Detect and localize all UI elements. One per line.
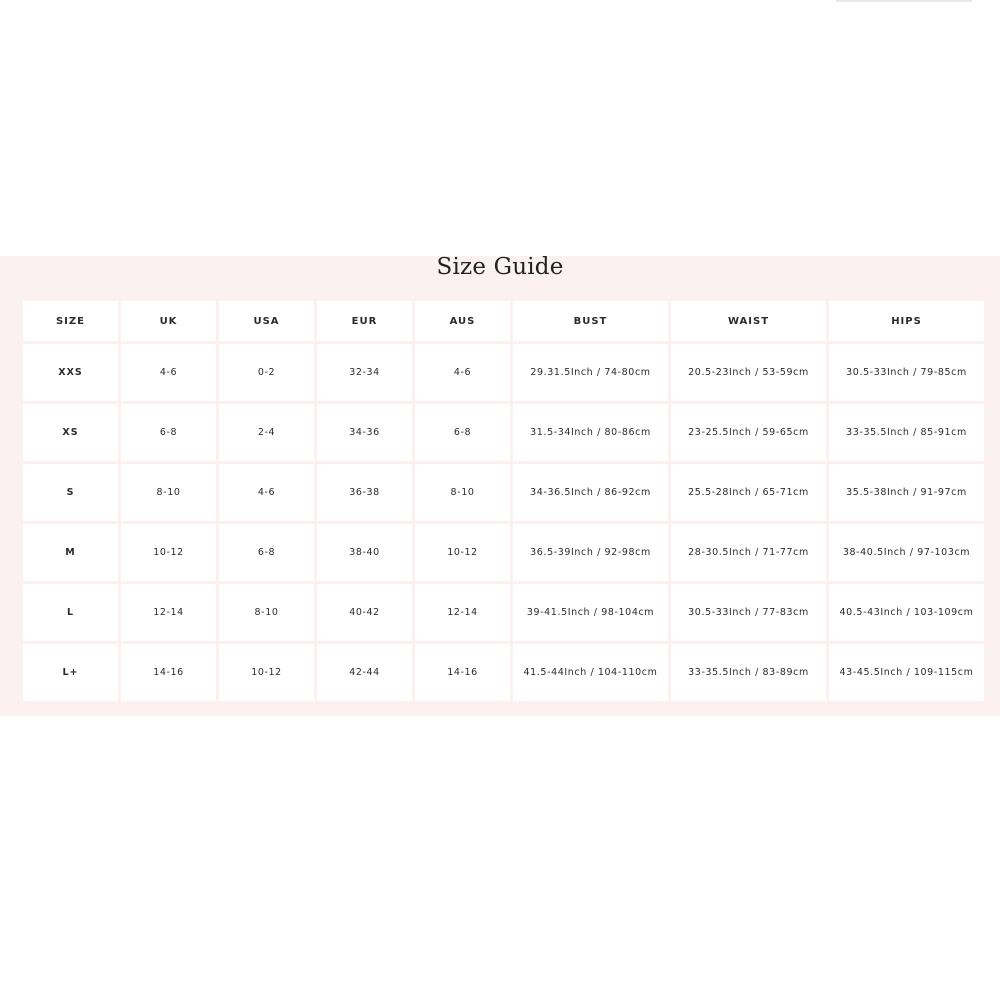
header-usa: USA <box>219 301 314 341</box>
cell-waist: 28-30.5Inch / 71-77cm <box>671 524 826 581</box>
table-row <box>23 584 984 641</box>
cell-waist: 30.5-33Inch / 77-83cm <box>671 584 826 641</box>
header-aus: AUS <box>415 301 510 341</box>
cell-bust: 29.31.5Inch / 74-80cm <box>513 344 668 401</box>
header-hips: HIPS <box>829 301 984 341</box>
cell-bust: 34-36.5Inch / 86-92cm <box>513 464 668 521</box>
cell-usa: 8-10 <box>219 584 314 641</box>
table-row <box>23 644 984 701</box>
cell-eur: 36-38 <box>317 464 412 521</box>
cell-uk: 6-8 <box>121 404 216 461</box>
table-row <box>23 524 984 581</box>
cell-size: L <box>23 584 118 641</box>
cell-waist: 23-25.5Inch / 59-65cm <box>671 404 826 461</box>
cell-usa: 6-8 <box>219 524 314 581</box>
cell-usa: 4-6 <box>219 464 314 521</box>
cell-hips: 43-45.5Inch / 109-115cm <box>829 644 984 701</box>
size-guide-table <box>20 298 987 704</box>
cell-waist: 33-35.5Inch / 83-89cm <box>671 644 826 701</box>
cell-waist: 25.5-28Inch / 65-71cm <box>671 464 826 521</box>
cell-waist: 20.5-23Inch / 53-59cm <box>671 344 826 401</box>
cell-bust: 39-41.5Inch / 98-104cm <box>513 584 668 641</box>
table-row <box>23 344 984 401</box>
top-edge-fragment <box>836 0 972 2</box>
header-uk: UK <box>121 301 216 341</box>
cell-usa: 2-4 <box>219 404 314 461</box>
cell-uk: 14-16 <box>121 644 216 701</box>
cell-bust: 31.5-34Inch / 80-86cm <box>513 404 668 461</box>
cell-size: L+ <box>23 644 118 701</box>
cell-uk: 4-6 <box>121 344 216 401</box>
cell-eur: 32-34 <box>317 344 412 401</box>
page-title: Size Guide <box>436 254 564 280</box>
cell-aus: 12-14 <box>415 584 510 641</box>
cell-aus: 4-6 <box>415 344 510 401</box>
header-eur: EUR <box>317 301 412 341</box>
table-row <box>23 464 984 521</box>
cell-bust: 36.5-39Inch / 92-98cm <box>513 524 668 581</box>
cell-size: XS <box>23 404 118 461</box>
cell-eur: 38-40 <box>317 524 412 581</box>
cell-size: XXS <box>23 344 118 401</box>
cell-aus: 6-8 <box>415 404 510 461</box>
header-waist: WAIST <box>671 301 826 341</box>
cell-usa: 10-12 <box>219 644 314 701</box>
cell-uk: 12-14 <box>121 584 216 641</box>
cell-hips: 30.5-33Inch / 79-85cm <box>829 344 984 401</box>
cell-eur: 34-36 <box>317 404 412 461</box>
cell-aus: 10-12 <box>415 524 510 581</box>
cell-usa: 0-2 <box>219 344 314 401</box>
cell-hips: 33-35.5Inch / 85-91cm <box>829 404 984 461</box>
cell-hips: 35.5-38Inch / 91-97cm <box>829 464 984 521</box>
cell-uk: 10-12 <box>121 524 216 581</box>
table-row <box>23 404 984 461</box>
cell-size: M <box>23 524 118 581</box>
cell-hips: 38-40.5Inch / 97-103cm <box>829 524 984 581</box>
header-bust: BUST <box>513 301 668 341</box>
cell-bust: 41.5-44Inch / 104-110cm <box>513 644 668 701</box>
cell-size: S <box>23 464 118 521</box>
cell-hips: 40.5-43Inch / 103-109cm <box>829 584 984 641</box>
cell-eur: 40-42 <box>317 584 412 641</box>
cell-uk: 8-10 <box>121 464 216 521</box>
table-header-row <box>23 301 984 341</box>
cell-aus: 14-16 <box>415 644 510 701</box>
cell-eur: 42-44 <box>317 644 412 701</box>
header-size: SIZE <box>23 301 118 341</box>
cell-aus: 8-10 <box>415 464 510 521</box>
